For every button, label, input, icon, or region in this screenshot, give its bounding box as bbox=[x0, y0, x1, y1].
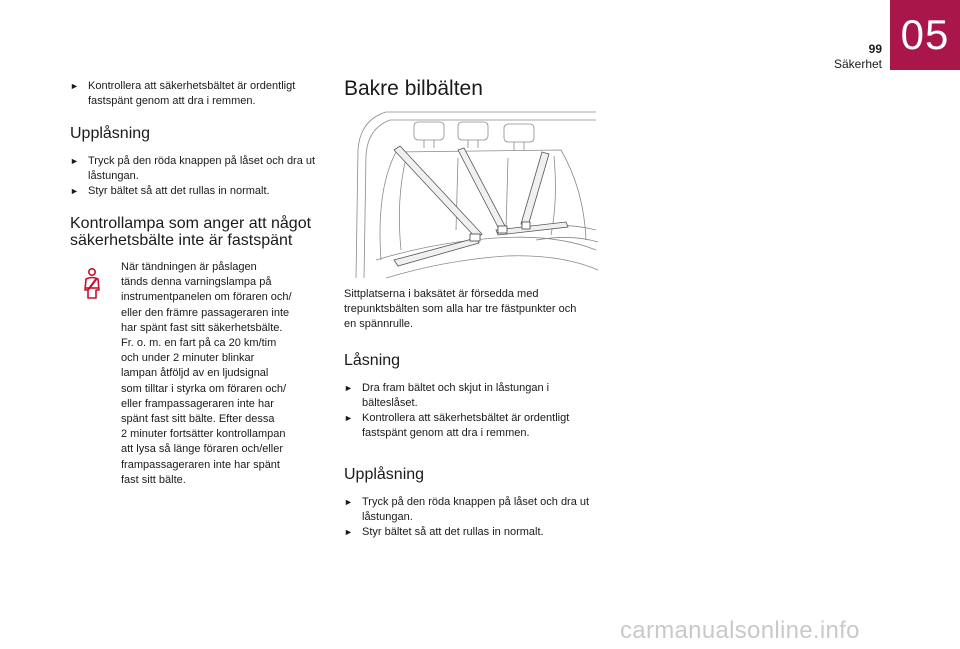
locking-heading: Låsning bbox=[344, 352, 401, 369]
rear-seat-illustration bbox=[346, 110, 601, 282]
page-number: 99 bbox=[868, 42, 882, 56]
warning-heading: Kontrollampa som anger att något säkerhetsbälte inte är fastspänt bbox=[70, 215, 312, 249]
bullet-arrow-icon: ► bbox=[344, 413, 353, 423]
bullet-arrow-icon: ► bbox=[70, 156, 79, 166]
bullet-item: ► Styr bältet så att det rullas in normalt. bbox=[344, 526, 544, 538]
bullet-item: ► Kontrollera att säkerhetsbältet är ordentligt fastspänt genom att dra i remmen. bbox=[344, 412, 570, 439]
bullet-item: ► Kontrollera att säkerhetsbältet är ordentligt fastspänt genom att dra i remmen. bbox=[70, 80, 296, 107]
section-label: Säkerhet bbox=[833, 57, 882, 71]
bullet-item: ► Tryck på den röda knappen på låset och dra ut låstungan. bbox=[344, 496, 590, 523]
release-heading-right: Upplåsning bbox=[344, 466, 425, 483]
left-intro bbox=[70, 79, 325, 109]
bullet-arrow-icon: ► bbox=[70, 186, 79, 196]
seatbelt-warning-icon bbox=[82, 268, 104, 300]
bullet-arrow-icon: ► bbox=[344, 527, 353, 537]
rear-belts-heading: Bakre bilbälten bbox=[344, 77, 483, 100]
bullet-item: ► Styr bältet så att det rullas in normalt. bbox=[70, 185, 270, 197]
bullet-arrow-icon: ► bbox=[344, 497, 353, 507]
watermark: carmanualsonline.info bbox=[620, 617, 860, 644]
warning-text: När tändningen är påslagen tänds denna varningslampa på instrumentpanelen om föraren och/ eller den främre passageraren inte har spänt fast sitt säkerhetsbälte. Fr. o. m. en fart på ca 20 km/tim och under 2 minuter blinkar lampan åtföljd av en ljudsignal som tilltar i styrka om föraren och/ eller frampassageraren inte har spänt fast sitt bälte. Efter dessa 2 minuter fortsätter kontrollampan att lysa så länge föraren och/eller frampassageraren inte har spänt fast sitt bälte. bbox=[121, 261, 292, 486]
bullet-arrow-icon: ► bbox=[344, 383, 353, 393]
bullet-arrow-icon: ► bbox=[70, 81, 79, 91]
release-bullets-right bbox=[344, 495, 606, 540]
chapter-tab: 05 bbox=[890, 0, 960, 70]
locking-bullets bbox=[344, 381, 599, 441]
release-heading-left: Upplåsning bbox=[70, 125, 151, 142]
release-bullets-left bbox=[70, 154, 325, 199]
bullet-item: ► Tryck på den röda knappen på låset och dra ut låstungan. bbox=[70, 155, 316, 182]
bullet-item: ► Dra fram bältet och skjut in låstungan i bälteslåset. bbox=[344, 382, 550, 409]
rear-belts-description: Sittplatserna i baksätet är försedda med trepunktsbälten som alla har tre fästpunkter och en spännrulle. bbox=[344, 288, 577, 330]
